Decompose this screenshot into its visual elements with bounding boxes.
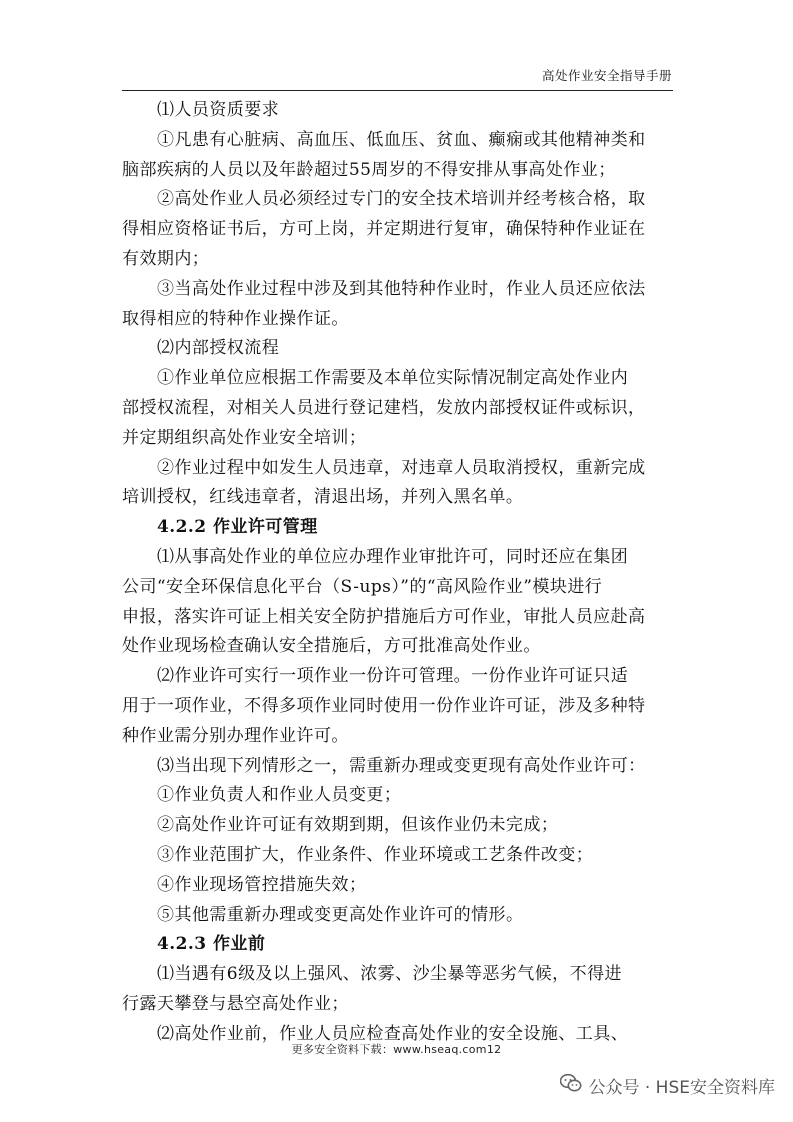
paragraph-line: ②高处作业许可证有效期到期，但该作业仍未完成；	[157, 815, 559, 836]
paragraph-line: 并定期组织高处作业安全培训；	[122, 427, 367, 448]
paragraph-line: ⑶当出现下列情形之一，需重新办理或变更现有高处作业许可：	[157, 755, 646, 776]
running-header-title: 高处作业安全指导手册	[541, 68, 672, 83]
footer-download-link: 更多安全资料下载：www.hseaq.com12	[291, 1043, 502, 1056]
paragraph-line: 脑部疾病的人员以及年龄超过55周岁的不得安排从事高处作业；	[122, 159, 616, 180]
paragraph-line: ⑤其他需重新办理或变更高处作业许可的情形。	[157, 904, 524, 925]
paragraph-line: ⑴人员资质要求	[157, 100, 280, 120]
paragraph-line: 有效期内；	[122, 248, 210, 269]
paragraph-line: ③当高处作业过程中涉及到其他特种作业时，作业人员还应依法	[157, 278, 646, 299]
paragraph-line: ④作业现场管控措施失效；	[157, 874, 367, 895]
watermark	[560, 1073, 775, 1098]
paragraph-line: ②高处作业人员必须经过专门的安全技术培训并经考核合格，取	[157, 189, 646, 210]
paragraph-line: 得相应资格证书后，方可上岗，并定期进行复审，确保特种作业证在	[122, 219, 646, 240]
paragraph-line: 行露天攀登与悬空高处作业；	[122, 993, 349, 1014]
paragraph-line: 部授权流程，对相关人员进行登记建档，发放内部授权证件或标识，	[122, 397, 646, 418]
paragraph-line: 用于一项作业，不得多项作业同时使用一份作业许可证，涉及多种特	[122, 695, 646, 716]
section-heading: 4.2.3 作业前	[157, 934, 266, 955]
paragraph-line: 处作业现场检查确认安全措施后，方可批准高处作业。	[122, 636, 541, 657]
section-heading: 4.2.2 作业许可管理	[157, 517, 318, 538]
paragraph-line: ⑵作业许可实行一项作业一份许可管理。一份作业许可证只适	[157, 666, 629, 687]
paragraph-line: 培训授权，红线违章者，清退出场，并列入黑名单。	[122, 487, 524, 508]
wechat-icon	[560, 1073, 588, 1098]
paragraph-line: ⑴当遇有6级及以上强风、浓雾、沙尘暴等恶劣气候，不得进	[157, 964, 622, 985]
document-body	[122, 96, 674, 1050]
watermark-text: 公众号 · HSE安全资料库	[588, 1078, 775, 1098]
paragraph-line: ②作业过程中如发生人员违章，对违章人员取消授权，重新完成	[157, 457, 646, 478]
paragraph-line: ①凡患有心脏病、高血压、低血压、贫血、癫痫或其他精神类和	[157, 129, 646, 150]
paragraph-line: 种作业需分别办理作业许可。	[122, 725, 349, 746]
paragraph-line: 取得相应的特种作业操作证。	[122, 308, 349, 329]
paragraph-line: 申报，落实许可证上相关安全防护措施后方可作业，审批人员应赴高	[122, 606, 646, 627]
paragraph-line: ⑵内部授权流程	[157, 338, 280, 359]
paragraph-line: ⑵高处作业前，作业人员应检查高处作业的安全设施、工具、	[157, 1023, 629, 1044]
paragraph-line: ⑴从事高处作业的单位应办理作业审批许可，同时还应在集团	[157, 546, 629, 567]
header-rule	[122, 90, 673, 91]
paragraph-line: ①作业负责人和作业人员变更；	[157, 785, 402, 806]
paragraph-line: 公司“安全环保信息化平台（S-ups）”的“高风险作业”模块进行	[122, 576, 603, 597]
paragraph-line: ③作业范围扩大，作业条件、作业环境或工艺条件改变；	[157, 844, 594, 865]
paragraph-line: ①作业单位应根据工作需要及本单位实际情况制定高处作业内	[157, 368, 629, 389]
